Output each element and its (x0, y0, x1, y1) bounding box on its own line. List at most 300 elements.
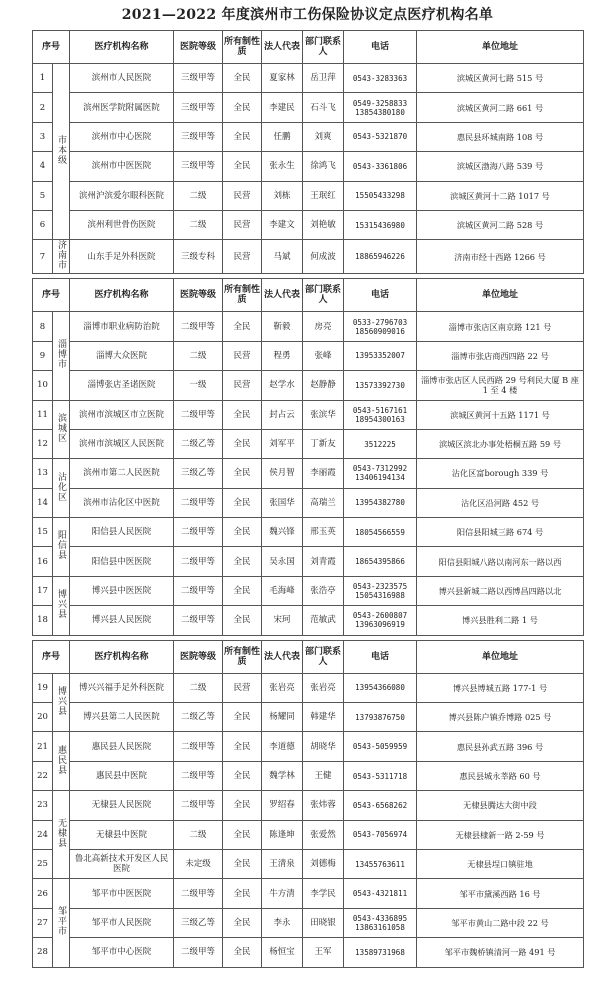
phone: 13954366080 (344, 673, 417, 702)
column-header: 医院等级 (174, 640, 223, 673)
contact-person: 刘青霞 (303, 547, 344, 576)
address: 邹平市魏桥镇清河一路 491 号 (417, 938, 584, 967)
address: 滨城区黄河二路 661 号 (417, 93, 584, 122)
hospital-level: 二级甲等 (174, 732, 223, 761)
phone: 13793876750 (344, 703, 417, 732)
table-row (33, 122, 584, 151)
row-number: 20 (33, 703, 53, 732)
city-label: 淄博市 (56, 339, 66, 370)
legal-rep: 王清泉 (262, 849, 303, 878)
column-header: 所有制性质 (223, 279, 262, 312)
address: 阳信县阳城三路 674 号 (417, 518, 584, 547)
table-row (33, 820, 584, 849)
hospital-level: 三级甲等 (174, 122, 223, 151)
table-row (33, 459, 584, 488)
table-header-row (33, 640, 584, 673)
contact-person: 李丽霞 (303, 459, 344, 488)
hospital-name: 滨州沪滨爱尔眼科医院 (70, 181, 174, 210)
hospital-name: 滨州市滨城区人民医院 (70, 429, 174, 458)
contact-person: 石斗飞 (303, 93, 344, 122)
legal-rep: 毛海峰 (262, 576, 303, 605)
phone: 0549-3258833 13854380180 (344, 93, 417, 122)
hospital-name: 博兴县第二人民医院 (70, 703, 174, 732)
column-header: 医疗机构名称 (70, 31, 174, 64)
row-number: 13 (33, 459, 53, 488)
phone: 0543-3361806 (344, 152, 417, 181)
legal-rep: 马斌 (262, 240, 303, 274)
contact-person: 刘艳敏 (303, 210, 344, 239)
hospital-level: 二级 (174, 341, 223, 370)
hospital-level: 三级甲等 (174, 152, 223, 181)
contact-person: 王珉红 (303, 181, 344, 210)
column-header: 医疗机构名称 (70, 279, 174, 312)
hospital-name: 滨州市人民医院 (70, 64, 174, 93)
address: 淄博市张店区人民西路 29 号利民大厦 B 座 1 至 4 楼 (417, 371, 584, 400)
ownership: 全民 (223, 459, 262, 488)
row-number: 9 (33, 341, 53, 370)
row-number: 19 (33, 673, 53, 702)
hospital-level: 二级 (174, 181, 223, 210)
hospital-level: 二级甲等 (174, 761, 223, 790)
city-cell (53, 312, 70, 400)
legal-rep: 封占云 (262, 400, 303, 429)
table-row (33, 908, 584, 937)
contact-person: 张滨华 (303, 400, 344, 429)
hospital-level: 三级甲等 (174, 64, 223, 93)
hospital-name: 滨州市中医医院 (70, 152, 174, 181)
table-row (33, 849, 584, 878)
address: 惠民县环城南路 108 号 (417, 122, 584, 151)
hospital-name: 邹平市中医医院 (70, 879, 174, 908)
row-number: 5 (33, 181, 53, 210)
ownership: 全民 (223, 732, 262, 761)
ownership: 全民 (223, 518, 262, 547)
legal-rep: 魏兴锋 (262, 518, 303, 547)
row-number: 6 (33, 210, 53, 239)
phone: 0543-5311718 (344, 761, 417, 790)
hospital-level: 三级专科 (174, 240, 223, 274)
contact-person: 张峰 (303, 341, 344, 370)
legal-rep: 杨耀同 (262, 703, 303, 732)
city-label: 滨城区 (56, 412, 66, 443)
hospital-name: 博兴县人民医院 (70, 606, 174, 635)
table-row (33, 547, 584, 576)
phone: 13954382780 (344, 488, 417, 517)
address: 无棣县棣新一路 2-59 号 (417, 820, 584, 849)
city-label: 邹平市 (56, 906, 66, 937)
legal-rep: 吴永国 (262, 547, 303, 576)
phone: 13573392730 (344, 371, 417, 400)
contact-person: 刘爽 (303, 122, 344, 151)
address: 滨城区黄河十二路 1017 号 (417, 181, 584, 210)
ownership: 民营 (223, 371, 262, 400)
hospital-name: 惠民县中医院 (70, 761, 174, 790)
legal-rep: 刘栋 (262, 181, 303, 210)
column-header: 部门联系人 (303, 31, 344, 64)
legal-rep: 罗绍春 (262, 791, 303, 820)
hospital-level: 二级甲等 (174, 879, 223, 908)
legal-rep: 夏家林 (262, 64, 303, 93)
hospital-level: 二级甲等 (174, 518, 223, 547)
city-cell (53, 791, 70, 879)
table-row (33, 400, 584, 429)
address: 惠民县孙武五路 396 号 (417, 732, 584, 761)
table-header-row (33, 31, 584, 64)
ownership: 全民 (223, 312, 262, 341)
hospital-level: 二级甲等 (174, 400, 223, 429)
contact-person: 徐鸿飞 (303, 152, 344, 181)
ownership: 全民 (223, 122, 262, 151)
contact-person: 王健 (303, 761, 344, 790)
hospital-name: 淄博市职业病防治院 (70, 312, 174, 341)
phone: 0543-3283363 (344, 64, 417, 93)
phone: 13953352007 (344, 341, 417, 370)
row-number: 8 (33, 312, 53, 341)
row-number: 16 (33, 547, 53, 576)
column-header: 法人代表 (262, 640, 303, 673)
table-row (33, 312, 584, 341)
row-number: 15 (33, 518, 53, 547)
address: 阳信县阳城八路以南河东一路以西 (417, 547, 584, 576)
city-label: 无棣县 (56, 818, 66, 849)
table-row (33, 371, 584, 400)
ownership: 民营 (223, 341, 262, 370)
contact-person: 邢玉英 (303, 518, 344, 547)
hospital-name: 博兴县中医医院 (70, 576, 174, 605)
phone: 18865946226 (344, 240, 417, 274)
hospital-name: 无棣县中医院 (70, 820, 174, 849)
contact-person: 李学民 (303, 879, 344, 908)
hospital-level: 二级 (174, 820, 223, 849)
ownership: 全民 (223, 879, 262, 908)
table-row (33, 938, 584, 967)
row-number: 18 (33, 606, 53, 635)
row-number: 14 (33, 488, 53, 517)
table-row (33, 152, 584, 181)
column-header: 单位地址 (417, 279, 584, 312)
hospital-level: 未定级 (174, 849, 223, 878)
legal-rep: 李永 (262, 908, 303, 937)
hospital-level: 二级甲等 (174, 606, 223, 635)
table-row (33, 181, 584, 210)
row-number: 12 (33, 429, 53, 458)
city-cell (53, 240, 70, 274)
address: 滨城区滨北办事处梧桐五路 59 号 (417, 429, 584, 458)
contact-person: 田晓银 (303, 908, 344, 937)
address: 无棣县埕口镇驻地 (417, 849, 584, 878)
contact-person: 张炜蓉 (303, 791, 344, 820)
hospital-level: 三级甲等 (174, 93, 223, 122)
legal-rep: 杨恒宝 (262, 938, 303, 967)
city-cell (53, 879, 70, 967)
hospital-name: 邹平市人民医院 (70, 908, 174, 937)
legal-rep: 程勇 (262, 341, 303, 370)
row-number: 3 (33, 122, 53, 151)
legal-rep: 张国华 (262, 488, 303, 517)
city-label: 市本级 (56, 135, 66, 166)
column-header: 部门联系人 (303, 640, 344, 673)
city-cell (53, 576, 70, 635)
row-number: 27 (33, 908, 53, 937)
hospital-level: 二级乙等 (174, 429, 223, 458)
legal-rep: 赵学水 (262, 371, 303, 400)
ownership: 全民 (223, 547, 262, 576)
address: 惠民县城永莘路 60 号 (417, 761, 584, 790)
row-number: 17 (33, 576, 53, 605)
legal-rep: 李建文 (262, 210, 303, 239)
phone: 15315436980 (344, 210, 417, 239)
legal-rep: 牛方清 (262, 879, 303, 908)
hospital-level: 三级乙等 (174, 459, 223, 488)
address: 博兴县新城二路以西博昌四路以北 (417, 576, 584, 605)
phone: 0543-7312992 13406194134 (344, 459, 417, 488)
table-row (33, 64, 584, 93)
contact-person: 韩建华 (303, 703, 344, 732)
table-row (33, 879, 584, 908)
row-number: 23 (33, 791, 53, 820)
legal-rep: 魏学林 (262, 761, 303, 790)
contact-person: 赵静静 (303, 371, 344, 400)
contact-person: 房亮 (303, 312, 344, 341)
ownership: 民营 (223, 210, 262, 239)
phone: 13455763611 (344, 849, 417, 878)
row-number: 11 (33, 400, 53, 429)
contact-person: 张岩亮 (303, 673, 344, 702)
legal-rep: 李建民 (262, 93, 303, 122)
address: 沾化区沿河路 452 号 (417, 488, 584, 517)
ownership: 全民 (223, 576, 262, 605)
city-label: 惠民县 (56, 744, 66, 775)
table-row (33, 240, 584, 274)
phone: 0543-2600807 13963096919 (344, 606, 417, 635)
legal-rep: 靳毅 (262, 312, 303, 341)
phone: 0543-4336895 13863161058 (344, 908, 417, 937)
address: 沾化区富borough 339 号 (417, 459, 584, 488)
contact-person: 刘德梅 (303, 849, 344, 878)
hospital-level: 二级乙等 (174, 703, 223, 732)
legal-rep: 侯月智 (262, 459, 303, 488)
address: 滨城区黄河十五路 1171 号 (417, 400, 584, 429)
address: 淄博市张店商西四路 22 号 (417, 341, 584, 370)
address: 济南市经十西路 1266 号 (417, 240, 584, 274)
column-header: 医院等级 (174, 279, 223, 312)
column-header: 电话 (344, 640, 417, 673)
column-header: 部门联系人 (303, 279, 344, 312)
legal-rep: 宋珂 (262, 606, 303, 635)
contact-person: 高瑞兰 (303, 488, 344, 517)
city-cell (53, 64, 70, 240)
column-header: 法人代表 (262, 31, 303, 64)
row-number: 7 (33, 240, 53, 274)
column-header: 电话 (344, 31, 417, 64)
ownership: 全民 (223, 703, 262, 732)
phone: 0543-5167161 18954300163 (344, 400, 417, 429)
table-row (33, 429, 584, 458)
city-label: 济南市 (56, 240, 66, 271)
row-number: 2 (33, 93, 53, 122)
hospital-level: 一级 (174, 371, 223, 400)
ownership: 全民 (223, 488, 262, 517)
hospital-name: 阳信县人民医院 (70, 518, 174, 547)
ownership: 全民 (223, 938, 262, 967)
city-cell (53, 400, 70, 459)
ownership: 全民 (223, 152, 262, 181)
address: 滨城区渤海八路 539 号 (417, 152, 584, 181)
row-number: 26 (33, 879, 53, 908)
city-cell (53, 673, 70, 732)
ownership: 全民 (223, 761, 262, 790)
hospital-table (32, 30, 584, 968)
document-title: 2021—2022 年度滨州市工伤保险协议定点医疗机构名单 (121, 7, 494, 23)
phone: 18054566559 (344, 518, 417, 547)
column-header: 单位地址 (417, 31, 584, 64)
hospital-name: 滨州医学院附属医院 (70, 93, 174, 122)
ownership: 全民 (223, 64, 262, 93)
column-header: 所有制性质 (223, 640, 262, 673)
row-number: 21 (33, 732, 53, 761)
row-number: 1 (33, 64, 53, 93)
hospital-name: 惠民县人民医院 (70, 732, 174, 761)
hospital-level: 二级甲等 (174, 488, 223, 517)
contact-person: 范敏武 (303, 606, 344, 635)
row-number: 28 (33, 938, 53, 967)
phone: 13589731968 (344, 938, 417, 967)
table-row (33, 606, 584, 635)
address: 滨城区黄河二路 528 号 (417, 210, 584, 239)
hospital-name: 无棣县人民医院 (70, 791, 174, 820)
phone: 0543-4321811 (344, 879, 417, 908)
ownership: 全民 (223, 791, 262, 820)
address: 博兴县胜利二路 1 号 (417, 606, 584, 635)
hospital-name: 山东手足外科医院 (70, 240, 174, 274)
address: 博兴县陈户镇乔博路 025 号 (417, 703, 584, 732)
legal-rep: 张岩亮 (262, 673, 303, 702)
hospital-name: 滨州市滨城区市立医院 (70, 400, 174, 429)
hospital-level: 二级甲等 (174, 791, 223, 820)
phone: 0533-2796703 18560909016 (344, 312, 417, 341)
column-header: 序号 (33, 640, 70, 673)
contact-person: 何成波 (303, 240, 344, 274)
phone: 15505433298 (344, 181, 417, 210)
address: 无棣县腾达大街中段 (417, 791, 584, 820)
legal-rep: 张永生 (262, 152, 303, 181)
table-row (33, 761, 584, 790)
table-header-row (33, 279, 584, 312)
column-header: 法人代表 (262, 279, 303, 312)
city-label: 沾化区 (56, 471, 66, 502)
hospital-name: 淄博张店圣诺医院 (70, 371, 174, 400)
address: 滨城区黄河七路 515 号 (417, 64, 584, 93)
hospital-level: 二级甲等 (174, 576, 223, 605)
hospital-level: 二级 (174, 673, 223, 702)
table-row (33, 488, 584, 517)
row-number: 25 (33, 849, 53, 878)
legal-rep: 李道德 (262, 732, 303, 761)
phone: 18654395866 (344, 547, 417, 576)
hospital-level: 三级乙等 (174, 908, 223, 937)
hospital-name: 邹平市中心医院 (70, 938, 174, 967)
table-row (33, 732, 584, 761)
ownership: 民营 (223, 240, 262, 274)
legal-rep: 陈逢坤 (262, 820, 303, 849)
city-label: 博兴县 (56, 589, 66, 620)
hospital-level: 二级甲等 (174, 312, 223, 341)
phone: 0543-5059959 (344, 732, 417, 761)
table-row (33, 93, 584, 122)
legal-rep: 任鹏 (262, 122, 303, 151)
city-cell (53, 732, 70, 791)
table-row (33, 673, 584, 702)
row-number: 4 (33, 152, 53, 181)
ownership: 民营 (223, 181, 262, 210)
hospital-name: 滨州利世骨伤医院 (70, 210, 174, 239)
table-row (33, 576, 584, 605)
ownership: 全民 (223, 93, 262, 122)
ownership: 民营 (223, 673, 262, 702)
hospital-level: 二级甲等 (174, 938, 223, 967)
hospital-name: 滨州市沾化区中医院 (70, 488, 174, 517)
contact-person: 张浩亭 (303, 576, 344, 605)
city-label: 博兴县 (56, 686, 66, 717)
column-header: 医疗机构名称 (70, 640, 174, 673)
hospital-name: 滨州市第二人民医院 (70, 459, 174, 488)
row-number: 22 (33, 761, 53, 790)
city-cell (53, 459, 70, 518)
phone: 0543-2323575 15054316988 (344, 576, 417, 605)
hospital-level: 二级 (174, 210, 223, 239)
table-row (33, 341, 584, 370)
hospital-level: 二级甲等 (174, 547, 223, 576)
column-header: 序号 (33, 279, 70, 312)
column-header: 电话 (344, 279, 417, 312)
table-row (33, 791, 584, 820)
hospital-name: 博兴兴福手足外科医院 (70, 673, 174, 702)
table-row (33, 703, 584, 732)
ownership: 全民 (223, 429, 262, 458)
contact-person: 王军 (303, 938, 344, 967)
phone: 3512225 (344, 429, 417, 458)
contact-person: 张爱然 (303, 820, 344, 849)
hospital-name: 阳信县中医医院 (70, 547, 174, 576)
contact-person: 胡晓华 (303, 732, 344, 761)
row-number: 24 (33, 820, 53, 849)
column-header: 单位地址 (417, 640, 584, 673)
legal-rep: 刘军平 (262, 429, 303, 458)
table-row (33, 210, 584, 239)
phone: 0543-7056974 (344, 820, 417, 849)
table-row (33, 518, 584, 547)
ownership: 全民 (223, 400, 262, 429)
contact-person: 丁新友 (303, 429, 344, 458)
city-cell (53, 518, 70, 577)
phone: 0543-5321870 (344, 122, 417, 151)
column-header: 序号 (33, 31, 70, 64)
ownership: 全民 (223, 820, 262, 849)
hospital-name: 滨州市中心医院 (70, 122, 174, 151)
city-label: 阳信县 (56, 530, 66, 561)
address: 博兴县博城五路 177-1 号 (417, 673, 584, 702)
column-header: 医院等级 (174, 31, 223, 64)
phone: 0543-6568262 (344, 791, 417, 820)
ownership: 全民 (223, 908, 262, 937)
address: 邹平市黄山二路中段 22 号 (417, 908, 584, 937)
hospital-name: 鲁北高新技术开发区人民医院 (70, 849, 174, 878)
hospital-name: 淄博大众医院 (70, 341, 174, 370)
address: 淄博市张店区南京路 121 号 (417, 312, 584, 341)
column-header: 所有制性质 (223, 31, 262, 64)
row-number: 10 (33, 371, 53, 400)
ownership: 全民 (223, 849, 262, 878)
